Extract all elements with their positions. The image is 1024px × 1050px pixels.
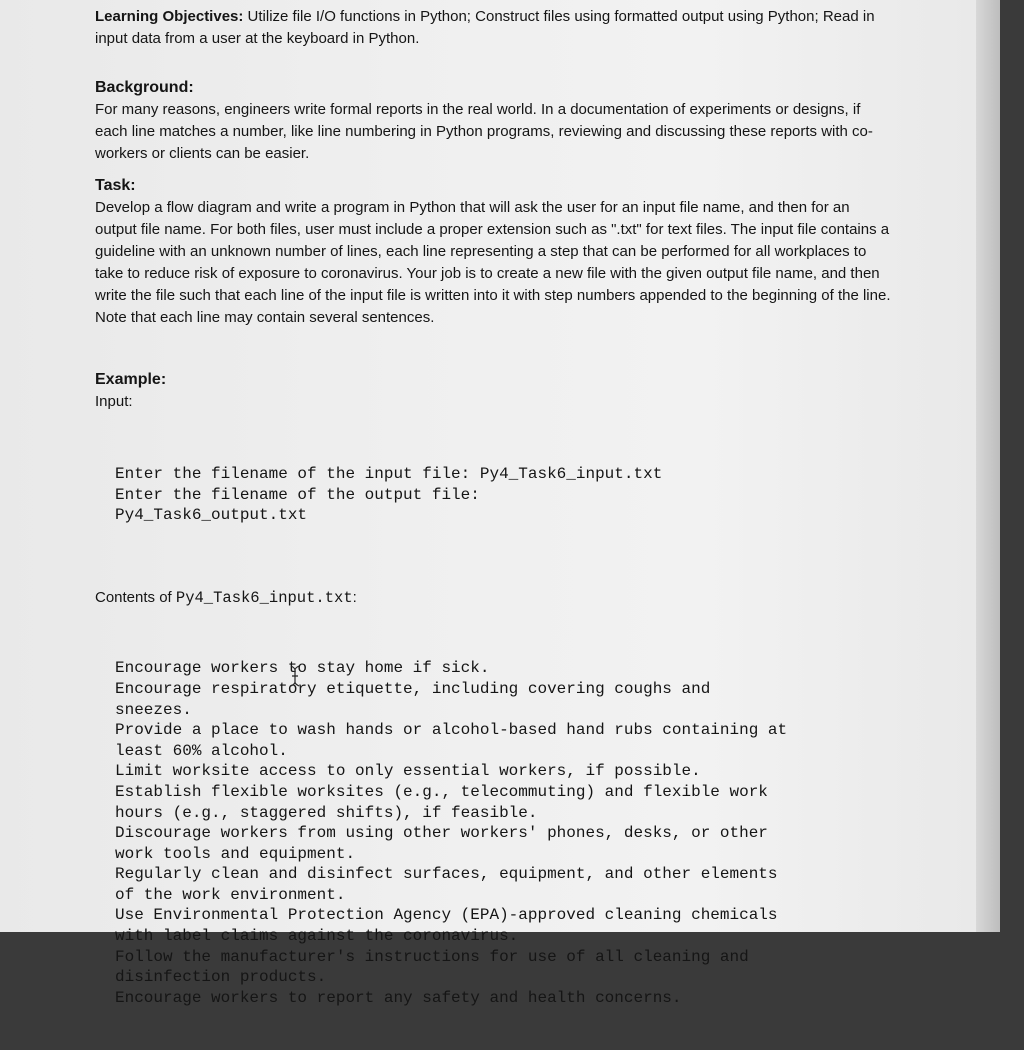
document-content: [95, 6, 895, 1050]
content-line: sneezes.: [115, 700, 192, 719]
background-text: For many reasons, engineers write formal reports in the real world. In a documentation of experiments or designs, if each line matches a number, like line numbering in Python programs, reviewing and discussing these reports with co-workers or clients can be easier.: [95, 101, 873, 162]
learning-objectives: [95, 6, 895, 50]
input-label: Input:: [95, 393, 133, 410]
contents-filename: Py4_Task6_input.txt: [175, 589, 353, 608]
content-line: work tools and equipment.: [115, 844, 356, 863]
input-prompt-block: [115, 423, 895, 567]
content-line: Encourage workers to stay home if sick.: [115, 659, 490, 678]
input-line: Enter the filename of the output file:: [115, 485, 480, 504]
contents-colon: :: [352, 589, 357, 607]
content-line: Encourage workers to report any safety and health concerns.: [115, 988, 682, 1007]
content-line: least 60% alcohol.: [115, 741, 288, 760]
content-line: disinfection products.: [115, 968, 327, 987]
text-cursor-icon: [288, 665, 302, 687]
content-line: Discourage workers from using other workers' phones, desks, or other: [115, 824, 768, 843]
content-line: of the work environment.: [115, 885, 346, 904]
content-line: with label claims against the coronavirus.: [115, 927, 519, 946]
background-heading: Background:: [95, 79, 194, 96]
content-line: Regularly clean and disinfect surfaces, equipment, and other elements: [115, 865, 778, 884]
screen-edge: [976, 0, 1000, 932]
file-contents-block: [115, 617, 895, 1049]
task-heading: Task:: [95, 177, 136, 194]
content-line: Follow the manufacturer's instructions for use of all cleaning and: [115, 947, 749, 966]
contents-heading: [95, 587, 895, 609]
input-line: Enter the filename of the input file: Py4_Task6_input.txt: [115, 465, 663, 484]
content-line: Use Environmental Protection Agency (EPA)-approved cleaning chemicals: [115, 906, 778, 925]
content-line: Encourage respiratory etiquette, including covering coughs and: [115, 679, 711, 698]
example-heading: Example:: [95, 371, 167, 388]
content-line: hours (e.g., staggered shifts), if feasible.: [115, 803, 538, 822]
task-text: Develop a flow diagram and write a program in Python that will ask the user for an input file name, and then for an output file name. For both files, user must include a proper extension such as ".txt" for text files. The input file contains a guideline with an unknown number of lines, each line representing a step that can be performed for all workplaces to take to reduce risk of exposure to coronavirus. Your job is to create a new file with the given output file name, and then write the file such that each line of the input file is written into it with step numbers appended to the beginning of the line. Note that each line may contain several sentences.: [95, 199, 891, 326]
content-line: Establish flexible worksites (e.g., telecommuting) and flexible work: [115, 782, 768, 801]
objectives-text: Utilize file I/O functions in Python; Construct files using formatted output using Python; Read in input data from a user at the keyboard in Python.: [95, 8, 875, 47]
content-line: Provide a place to wash hands or alcohol-based hand rubs containing at: [115, 721, 788, 740]
input-line: Py4_Task6_output.txt: [115, 506, 308, 525]
contents-label: Contents of: [95, 589, 176, 607]
objectives-label: Learning Objectives:: [95, 8, 244, 25]
content-line: Limit worksite access to only essential workers, if possible.: [115, 762, 701, 781]
